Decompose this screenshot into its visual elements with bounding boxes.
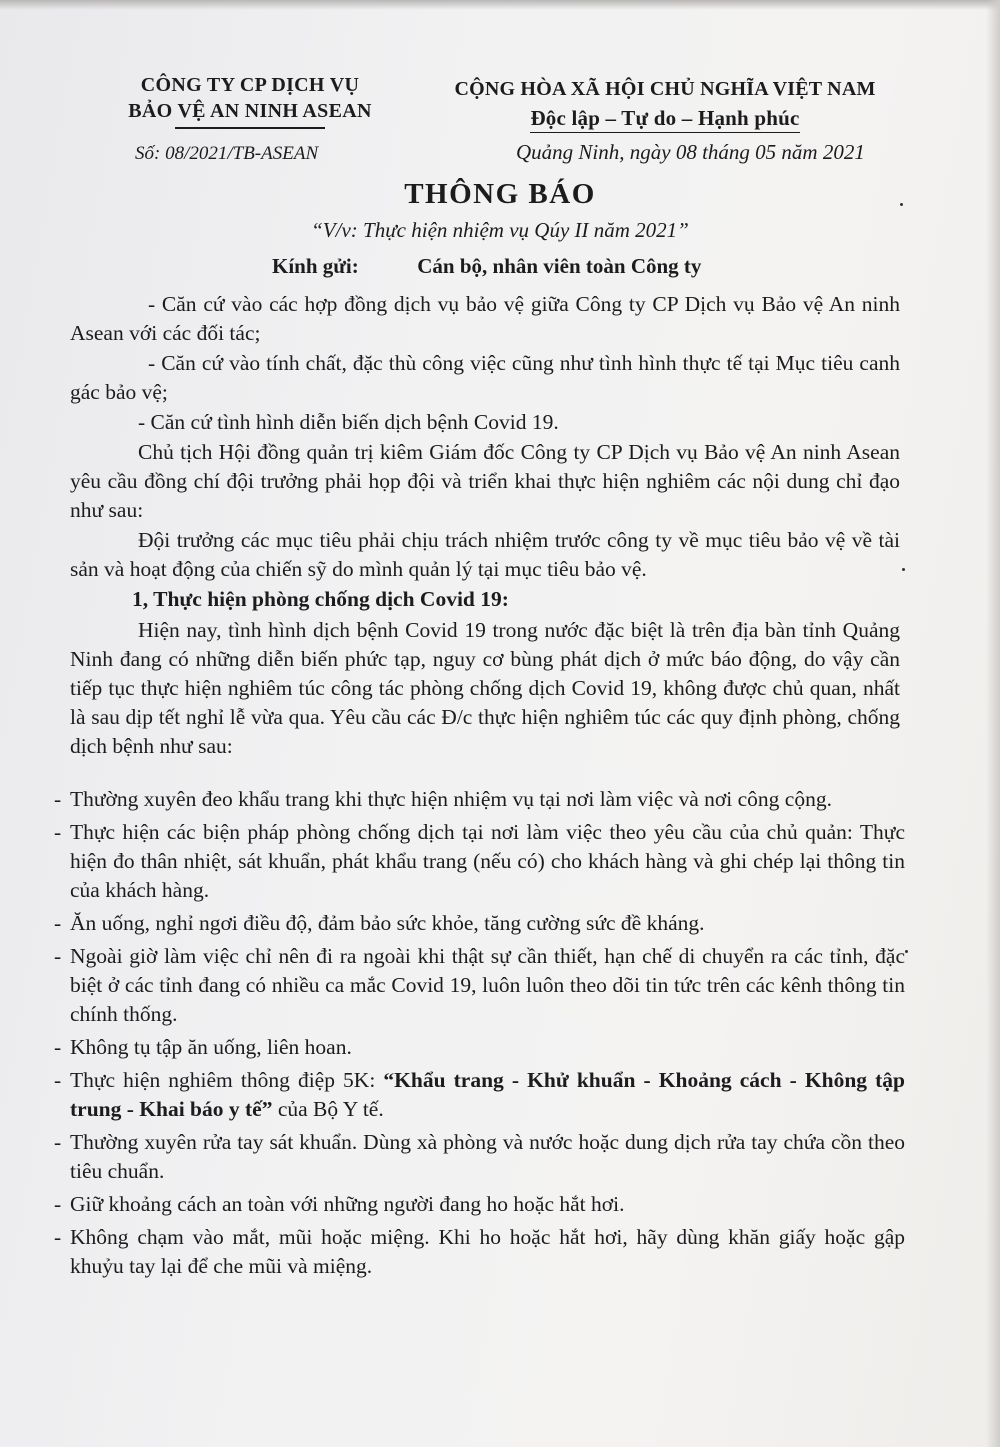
list-dash: -: [54, 1068, 62, 1092]
list-item-text: Giữ khoảng cách an toàn với những người đang ho hoặc hắt hơi.: [70, 1192, 625, 1216]
list-dash: -: [54, 820, 62, 844]
republic-name: CỘNG HÒA XÃ HỘI CHỦ NGHĨA VIỆT NAM: [454, 78, 876, 100]
list-item-5k: [30, 1066, 905, 1124]
basis-item: - Căn cứ vào các hợp đồng dịch vụ bảo vệ giữa Công ty CP Dịch vụ Bảo vệ An ninh Asean với các đối tác;: [70, 292, 900, 345]
list-dash: -: [54, 1130, 62, 1154]
list-item: [30, 909, 905, 938]
list-dash: -: [54, 1225, 62, 1249]
recipient-label: Kính gửi:: [272, 254, 359, 278]
list-dash: -: [54, 944, 62, 968]
basis-item: - Căn cứ tình hình diễn biến dịch bệnh Covid 19.: [138, 410, 559, 434]
list-item-text: Thực hiện các biện pháp phòng chống dịch tại nơi làm việc theo yêu cầu của chủ quản: Thực hiện đo thân nhiệt, sát khuẩn, phát khẩu trang (nếu có) cho khách hàng và ghi chép lại thông tin của khách hàng.: [70, 820, 905, 902]
document-body: [70, 290, 900, 762]
5k-message: “Khẩu trang - Khử khuẩn - Khoảng cách - Không tập trung - Khai báo y tế”: [70, 1068, 905, 1121]
list-item-text: Ngoài giờ làm việc chỉ nên đi ra ngoài khi thật sự cần thiết, hạn chế di chuyển ra các tỉnh, đặc biệt ở các tỉnh đang có nhiều ca mắc Covid 19, luôn luôn theo dõi tin tức trên các kênh thông tin chính thống.: [70, 944, 905, 1026]
list-item: [30, 1033, 905, 1062]
national-header: [430, 74, 900, 134]
list-item-text: Ăn uống, nghỉ ngơi điều độ, đảm bảo sức khỏe, tăng cường sức đề kháng.: [70, 911, 705, 935]
list-item: [30, 785, 905, 814]
document-title: THÔNG BÁO: [404, 178, 596, 210]
paper-speck: [902, 568, 905, 571]
list-item-text: Thường xuyên rửa tay sát khuẩn. Dùng xà phòng và nước hoặc dung dịch rửa tay chứa cồn theo tiêu chuẩn.: [70, 1130, 905, 1183]
list-item-text: Thường xuyên đeo khẩu trang khi thực hiện nhiệm vụ tại nơi làm việc và nơi công cộng.: [70, 787, 832, 811]
list-item: [30, 1223, 905, 1281]
list-dash: -: [54, 1192, 62, 1216]
list-dash: -: [54, 1035, 62, 1059]
5k-source-text: của Bộ Y tế.: [272, 1097, 384, 1121]
company-underline: [175, 127, 325, 129]
requirements-list: [30, 785, 905, 1285]
list-item: [30, 818, 905, 905]
paper-edge-top: [0, 0, 1000, 10]
paper-speck: [900, 203, 903, 206]
list-item-text: [70, 1066, 905, 1124]
section-intro: Hiện nay, tình hình dịch bệnh Covid 19 trong nước đặc biệt là trên địa bàn tỉnh Quảng Ninh đang có những diễn biến phức tạp, nguy cơ bùng phát dịch ở mức báo động, do vậy cần tiếp tục thực hiện nghiêm túc công tác phòng chống dịch Covid 19, không được chủ quan, nhất là sau dịp tết nghỉ lễ vừa qua. Yêu cầu các Đ/c thực hiện nghiêm túc các quy định phòng, chống dịch bệnh như sau:: [70, 618, 900, 758]
list-dash: -: [54, 911, 62, 935]
national-motto: Độc lập – Tự do – Hạnh phúc: [530, 105, 799, 133]
document-number: Số: 08/2021/TB-ASEAN: [135, 143, 319, 164]
body-paragraph: Chủ tịch Hội đồng quản trị kiêm Giám đốc Công ty CP Dịch vụ Bảo vệ An ninh Asean yêu cầu đồng chí đội trưởng phải họp đội và triển khai thực hiện nghiêm các nội dung chỉ đạo như sau:: [70, 440, 900, 522]
company-header: [100, 72, 400, 129]
company-name-line2: BẢO VỆ AN NINH ASEAN: [128, 100, 372, 122]
5k-intro-text: Thực hiện nghiêm thông điệp 5K:: [70, 1068, 384, 1092]
document-subject: “V/v: Thực hiện nhiệm vụ Qúy II năm 2021”: [311, 218, 689, 242]
company-name-line1: CÔNG TY CP DỊCH VỤ: [140, 74, 360, 96]
list-item-text: Không chạm vào mắt, mũi hoặc miệng. Khi ho hoặc hắt hơi, hãy dùng khăn giấy hoặc gập khuỷu tay lại để che mũi và miệng.: [70, 1225, 905, 1278]
basis-item: - Căn cứ vào tính chất, đặc thù công việc cũng như tình hình thực tế tại Mục tiêu canh gác bảo vệ;: [70, 351, 900, 404]
recipient-value: Cán bộ, nhân viên toàn Công ty: [417, 254, 702, 278]
paper-speck: [905, 950, 908, 953]
list-dash: -: [54, 787, 62, 811]
list-item: [30, 1190, 905, 1219]
body-paragraph: Đội trưởng các mục tiêu phải chịu trách nhiệm trước công ty về mục tiêu bảo vệ về tài sản và hoạt động của chiến sỹ do mình quản lý tại mục tiêu bảo vệ.: [70, 528, 900, 581]
list-item: [30, 1128, 905, 1186]
list-item-text: Không tụ tập ăn uống, liên hoan.: [70, 1035, 352, 1059]
place-and-date: Quảng Ninh, ngày 08 tháng 05 năm 2021: [516, 140, 865, 164]
list-item: [30, 942, 905, 1029]
section-heading: 1, Thực hiện phòng chống dịch Covid 19:: [132, 587, 509, 611]
recipient-line: [272, 254, 701, 279]
